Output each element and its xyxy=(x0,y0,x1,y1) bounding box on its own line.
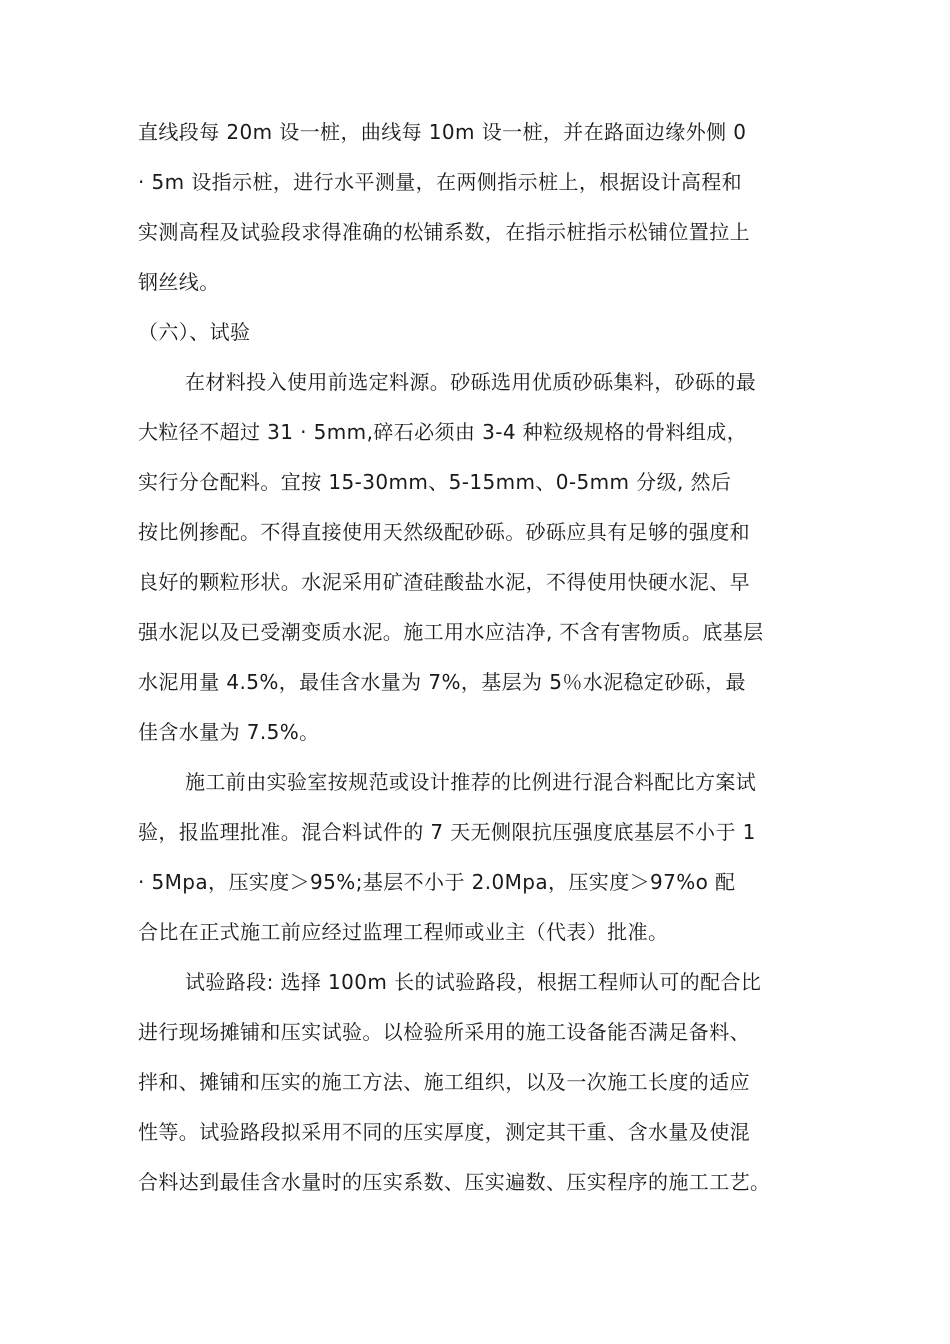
text-line: 钢丝线。 xyxy=(138,270,220,294)
text-line: 拌和、摊铺和压实的施工方法、施工组织，以及一次施工长度的适应 xyxy=(138,1070,750,1094)
paragraph-first-line: 施工前由实验室按规范或设计推荐的比例进行混合料配比方案试 xyxy=(185,770,757,794)
text-line: 实行分仓配料。宜按 15-30mm、5-15mm、0-5mm 分级, 然后 xyxy=(138,470,732,494)
text-line: 验，报监理批准。混合料试件的 7 天无侧限抗压强度底基层不小于 1 xyxy=(138,820,756,844)
text-line: 实测高程及试验段求得准确的松铺系数，在指示桩指示松铺位置拉上 xyxy=(138,220,750,244)
paragraph-first-line: 在材料投入使用前选定料源。砂砾选用优质砂砾集料，砂砾的最 xyxy=(185,370,757,394)
paragraph-first-line: 试验路段: 选择 100m 长的试验路段，根据工程师认可的配合比 xyxy=(185,970,762,994)
text-line: 合料达到最佳含水量时的压实系数、压实遍数、压实程序的施工工艺。 xyxy=(138,1170,771,1194)
text-line: · 5Mpa，压实度＞95%;基层不小于 2.0Mpa，压实度＞97%o 配 xyxy=(138,870,736,894)
text-line: 良好的颗粒形状。水泥采用矿渣硅酸盐水泥，不得使用快硬水泥、早 xyxy=(138,570,750,594)
text-line: 按比例掺配。不得直接使用天然级配砂砾。砂砾应具有足够的强度和 xyxy=(138,520,750,544)
section-heading: （六）、试验 xyxy=(138,320,251,344)
text-line: 佳含水量为 7.5%。 xyxy=(138,720,320,744)
text-line: 直线段每 20m 设一桩，曲线每 10m 设一桩，并在路面边缘外侧 0 xyxy=(138,120,747,144)
text-line: 大粒径不超过 31 · 5mm,碎石必须由 3-4 种粒级规格的骨料组成， xyxy=(138,420,748,444)
text-line: 合比在正式施工前应经过监理工程师或业主（代表）批准。 xyxy=(138,920,669,944)
text-line: 性等。试验路段拟采用不同的压实厚度，测定其干重、含水量及使混 xyxy=(138,1120,750,1144)
text-line: 水泥用量 4.5%，最佳含水量为 7%，基层为 5％水泥稳定砂砾，最 xyxy=(138,670,746,694)
text-line: 进行现场摊铺和压实试验。以检验所采用的施工设备能否满足备料、 xyxy=(138,1020,750,1044)
text-line: 强水泥以及已受潮变质水泥。施工用水应洁净, 不含有害物质。底基层 xyxy=(138,620,764,644)
text-line: · 5m 设指示桩，进行水平测量，在两侧指示桩上，根据设计高程和 xyxy=(138,170,743,194)
